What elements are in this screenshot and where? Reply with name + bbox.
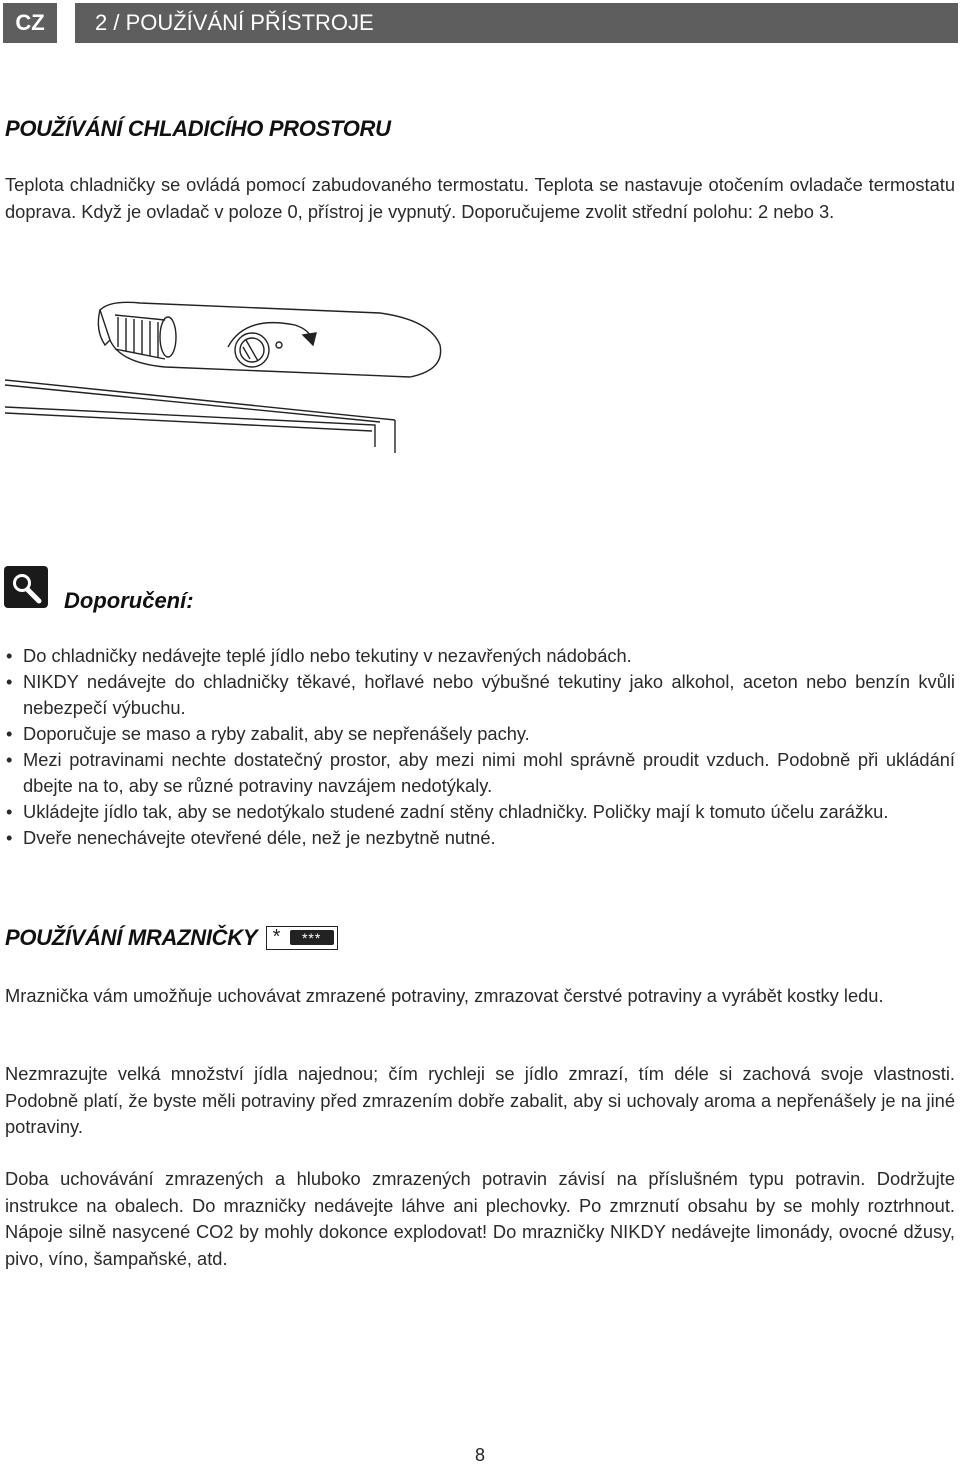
magnifier-icon: [3, 565, 49, 609]
tip-list: [5, 643, 955, 851]
list-item: • Mezi potravinami nechte dostatečný prostor, aby mezi nimi mohl správně proudit vzduch. Podobně při ukládání dbejte na to, aby se různé potraviny navzájem nedotýkaly.: [6, 749, 955, 796]
thermostat-illustration: [0, 285, 460, 460]
tip-title: Doporučení:: [64, 588, 194, 613]
page-number: 8: [474, 1445, 485, 1465]
list-item: • Do chladničky nedávejte teplé jídlo nebo tekutiny v nezavřených nádobách.: [6, 645, 632, 666]
list-item: • Dveře nenechávejte otevřené déle, než je nezbytně nutné.: [6, 827, 496, 848]
language-label: CZ: [3, 3, 57, 43]
freezer-section-title: POUŽÍVÁNÍ MRAZNIČKY: [5, 925, 258, 950]
freezer-paragraph-1: Mraznička vám umožňuje uchovávat zmrazené potraviny, zmrazovat čerstvé potraviny a vyrábět kostky ledu.: [5, 985, 884, 1006]
freezer-section-header: [5, 925, 338, 959]
freezer-paragraph-2: Nezmrazujte velká množství jídla najednou; čím rychleji se jídlo zmrazí, tím déle si zachová svoje vlastnosti. Podobně platí, že byste měli potraviny před zmrazením dobře zabalit, aby si uchovaly aroma a nepřenášely je na jiné potraviny.: [5, 1063, 955, 1137]
chapter-title: 2 / POUŽÍVÁNÍ PŘÍSTROJE: [75, 3, 958, 43]
triple-star-icon: ***: [290, 930, 334, 945]
list-item: • Doporučuje se maso a ryby zabalit, aby se nepřenášely pachy.: [6, 723, 530, 744]
list-item: • Ukládejte jídlo tak, aby se nedotýkalo studené zadní stěny chladničky. Poličky mají k tomuto účelu zarážku.: [6, 801, 889, 822]
page-header: [3, 3, 958, 43]
single-star-icon: *: [272, 926, 281, 948]
freezer-paragraph-3: Doba uchovávání zmrazených a hluboko zmrazených potravin závisí na příslušném typu potravin. Dodržujte instrukce na obalech. Do mrazničky nedávejte láhve ani plechovky. Po zmrznutí obsahu by se mohly roztrhnout. Nápoje silně nasycené CO2 by mohly dokonce explodovat! Do mrazničky NIKDY nedávejte limonády, ovocné džusy, pivo, víno, šampaňské, atd.: [5, 1168, 955, 1269]
freezer-star-rating-badge: [266, 926, 338, 950]
fridge-section-title: POUŽÍVÁNÍ CHLADICÍHO PROSTORU: [5, 116, 391, 141]
list-item: • NIKDY nedávejte do chladničky těkavé, hořlavé nebo výbušné tekutiny jako alkohol, aceton nebo benzín kvůli nebezpečí výbuchu.: [6, 671, 955, 718]
fridge-intro-text: Teplota chladničky se ovládá pomocí zabudovaného termostatu. Teplota se nastavuje otočením ovladače termostatu doprava. Když je ovladač v poloze 0, přístroj je vypnutý. Doporučujeme zvolit střední polohu: 2 nebo 3.: [5, 174, 955, 222]
